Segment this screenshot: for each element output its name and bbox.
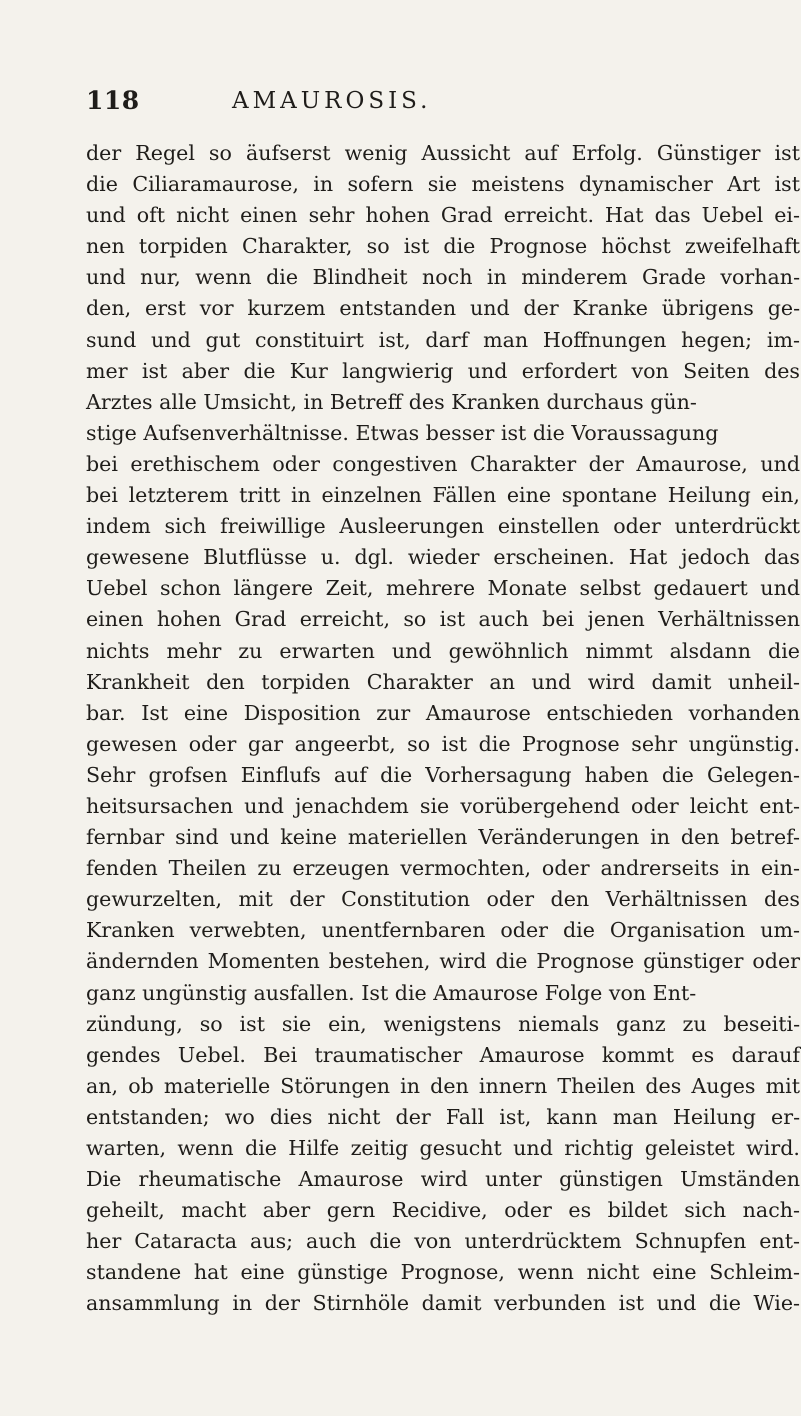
text-line [86, 791, 800, 822]
text-line-content: gewesene Blutflüsse u. dgl. wieder erscheinen. Hat jedoch das [86, 545, 800, 570]
text-line [86, 1009, 800, 1040]
text-line-content: ganz ungünstig ausfallen. Ist die Amaurose Folge von Ent- [86, 980, 697, 1005]
text-line [86, 760, 800, 791]
text-line [86, 1288, 800, 1319]
text-line [86, 138, 800, 169]
text-line [86, 356, 800, 387]
text-line-content: gendes Uebel. Bei traumatischer Amaurose kommt es darauf [86, 1042, 800, 1067]
text-line [86, 604, 800, 635]
text-line [86, 418, 800, 449]
text-line-content: indem sich freiwillige Ausleerungen einstellen oder unterdrückt [86, 514, 800, 539]
text-line-content: warten, wenn die Hilfe zeitig gesucht und richtig geleistet wird. [86, 1136, 800, 1160]
text-line [86, 169, 800, 200]
text-line-content: den, erst vor kurzem entstanden und der Kranke übrigens ge- [86, 296, 801, 321]
text-line-content: und oft nicht einen sehr hohen Grad erreicht. Hat das Uebel ei- [86, 203, 800, 228]
text-line-content: Krankheit den torpiden Charakter an und wird damit unheil- [86, 669, 800, 694]
text-line-content: an, ob materielle Störungen in den innern Theilen des Auges mit [86, 1073, 800, 1098]
text-line-content: und nur, wenn die Blindheit noch in minderem Grade vorhan- [86, 265, 801, 290]
text-line-content: nen torpiden Charakter, so ist die Prognose höchst zweifelhaft [86, 234, 800, 259]
text-line [86, 1133, 800, 1164]
text-line-content: gewesen oder gar angeerbt, so ist die Prognose sehr ungünstig. [86, 731, 801, 756]
text-line-content: ändernden Momenten bestehen, wird die Prognose günstiger oder [86, 949, 800, 974]
text-line-content: gewurzelten, mit der Constitution oder den Verhältnissen des [86, 887, 800, 912]
text-line-content: fernbar sind und keine materiellen Veränderungen in den betref- [86, 825, 801, 850]
text-line [86, 1226, 800, 1257]
text-line [86, 293, 800, 324]
text-line [86, 978, 800, 1009]
text-line [86, 698, 800, 729]
page-number: 118 [86, 86, 140, 115]
text-line [86, 915, 800, 946]
text-line-content: Kranken verwebten, unentfernbaren oder die Organisation um- [86, 918, 800, 943]
text-line-content: bei erethischem oder congestiven Charakter der Amaurose, und [86, 451, 801, 476]
text-line-content: bar. Ist eine Disposition zur Amaurose entschieden vorhanden [86, 700, 800, 725]
text-line-content: sund und gut constituirt ist, darf man Hoffnungen hegen; im- [86, 327, 800, 352]
text-line [86, 1257, 800, 1288]
text-line [86, 573, 800, 604]
text-line-content: einen hohen Grad erreicht, so ist auch bei jenen Verhältnissen [86, 607, 801, 632]
text-line-content: Sehr grofsen Einflufs auf die Vorhersagung haben die Gelegen- [86, 762, 800, 787]
text-line-content: Uebel schon längere Zeit, mehrere Monate selbst gedauert und [86, 576, 801, 601]
text-line-content: fenden Theilen zu erzeugen vermochten, oder andrerseits in ein- [86, 856, 800, 881]
text-line-content: stige Aufsenverhältnisse. Etwas besser ist die Voraussagung [86, 420, 719, 445]
text-line [86, 231, 800, 262]
text-line-content: bei letzterem tritt in einzelnen Fällen eine spontane Heilung ein, [86, 483, 800, 508]
text-line [86, 1195, 800, 1226]
text-line [86, 853, 800, 884]
text-line [86, 884, 800, 915]
running-head: AMAUROSIS. [232, 88, 432, 114]
text-line [86, 387, 800, 418]
text-line [86, 822, 800, 853]
text-line [86, 262, 800, 293]
text-line [86, 1102, 800, 1133]
text-line [86, 1071, 800, 1102]
text-line [86, 729, 800, 760]
text-line [86, 667, 800, 698]
text-line [86, 480, 800, 511]
text-line-content: die Ciliaramaurose, in sofern sie meistens dynamischer Art ist [86, 172, 801, 197]
text-line [86, 946, 800, 977]
text-line [86, 542, 800, 573]
text-line-content: ansammlung in der Stirnhöle damit verbunden ist und die Wie- [86, 1291, 800, 1316]
text-line [86, 200, 800, 231]
text-line-content: standene hat eine günstige Prognose, wenn nicht eine Schleim- [86, 1260, 800, 1285]
text-line [86, 1040, 800, 1071]
body-text [86, 138, 800, 1320]
page-header [86, 86, 726, 122]
text-line-content: heitsursachen und jenachdem sie vorübergehend oder leicht ent- [86, 793, 800, 818]
text-line-content: her Cataracta aus; auch die von unterdrücktem Schnupfen ent- [86, 1229, 800, 1254]
text-line [86, 325, 800, 356]
text-line-content: nichts mehr zu erwarten und gewöhnlich nimmt alsdann die [86, 638, 800, 663]
text-line-content: mer ist aber die Kur langwierig und erfordert von Seiten des [86, 358, 801, 383]
text-line-content: geheilt, macht aber gern Recidive, oder es bildet sich nach- [86, 1198, 800, 1223]
text-line [86, 511, 800, 542]
text-line [86, 1164, 800, 1195]
text-line-content: zündung, so ist sie ein, wenigstens niemals ganz zu beseiti- [86, 1011, 801, 1036]
text-line [86, 449, 800, 480]
text-line-content: Die rheumatische Amaurose wird unter günstigen Umständen [86, 1167, 800, 1192]
text-line-content: der Regel so äufserst wenig Aussicht auf Erfolg. Günstiger ist [86, 141, 800, 165]
text-line-content: entstanden; wo dies nicht der Fall ist, kann man Heilung er- [86, 1104, 801, 1129]
text-line-content: Arztes alle Umsicht, in Betreff des Kranken durchaus gün- [86, 389, 697, 414]
text-line [86, 636, 800, 667]
